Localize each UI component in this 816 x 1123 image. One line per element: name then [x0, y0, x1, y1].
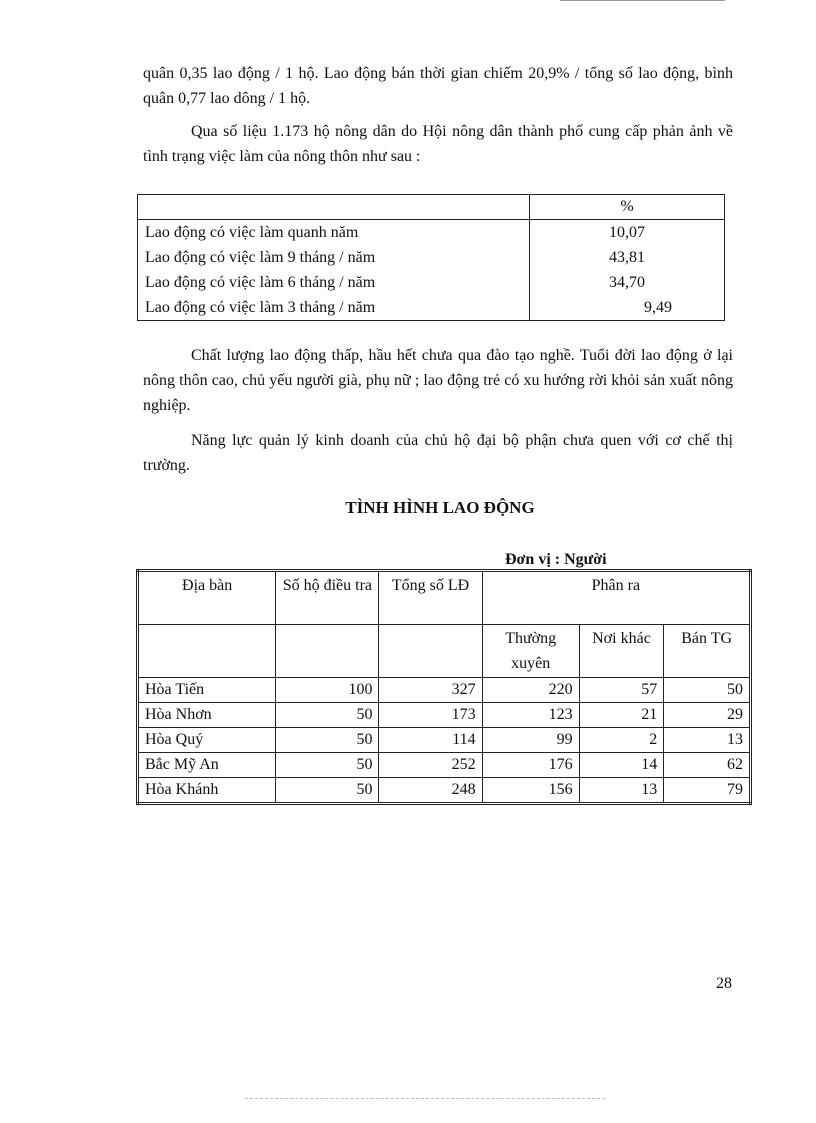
employment-percent-table	[137, 194, 725, 321]
table-header-row	[138, 571, 751, 625]
households-cell: 50	[276, 703, 379, 728]
paragraph-labour-stats: quân 0,35 lao động / 1 hộ. Lao động bán thời gian chiếm 20,9% / tổng số lao động, bình quân 0,77 lao dông / 1 hộ.	[143, 65, 733, 107]
part-time-cell: 62	[664, 753, 751, 778]
area-cell: Hòa Khánh	[138, 778, 276, 804]
table-row	[138, 295, 725, 321]
part-time-cell: 29	[664, 703, 751, 728]
paragraph-labour-quality: Chất lượng lao động thấp, hầu hết chưa qua đào tạo nghề. Tuổi đời lao động ở lại nông thôn cao, chủ yếu người già, phụ nữ ; lao động trẻ có xu hướng rời khỏi sản xuất nông nghiệp.	[143, 347, 733, 414]
total-labour-header: Tổng số LĐ	[379, 571, 482, 625]
table-row	[138, 220, 725, 246]
households-header: Số hộ điều tra	[276, 571, 379, 625]
table-row	[138, 728, 751, 753]
page-number: 28	[716, 975, 732, 992]
regular-cell: 156	[482, 778, 579, 804]
table-row	[138, 778, 751, 804]
paragraph-management-capacity: Năng lực quản lý kinh doanh của chủ hộ đại bộ phận chưa quen với cơ chế thị trường.	[143, 432, 733, 474]
total-cell: 114	[379, 728, 482, 753]
empty-header-cell	[138, 195, 530, 220]
elsewhere-cell: 14	[579, 753, 664, 778]
part-time-cell: 79	[664, 778, 751, 804]
regular-cell: 123	[482, 703, 579, 728]
regular-cell: 99	[482, 728, 579, 753]
bottom-scan-marks	[245, 1098, 605, 1099]
total-cell: 248	[379, 778, 482, 804]
part-time-header: Bán TG	[664, 625, 751, 678]
elsewhere-cell: 21	[579, 703, 664, 728]
empty-subheader-cell	[138, 625, 276, 678]
regular-cell: 176	[482, 753, 579, 778]
elsewhere-header: Nơi khác	[579, 625, 664, 678]
row-value: 34,70	[530, 270, 725, 295]
households-cell: 100	[276, 678, 379, 703]
area-cell: Bắc Mỹ An	[138, 753, 276, 778]
unit-label: Đơn vị : Người	[505, 551, 607, 568]
table-row	[138, 753, 751, 778]
table-header-row	[138, 195, 725, 220]
area-cell: Hòa Nhơn	[138, 703, 276, 728]
regular-cell: 220	[482, 678, 579, 703]
row-value: 10,07	[530, 220, 725, 246]
empty-subheader-cell	[379, 625, 482, 678]
area-cell: Hòa Quý	[138, 728, 276, 753]
part-time-cell: 50	[664, 678, 751, 703]
part-time-cell: 13	[664, 728, 751, 753]
elsewhere-cell: 57	[579, 678, 664, 703]
total-cell: 173	[379, 703, 482, 728]
table-row	[138, 703, 751, 728]
households-cell: 50	[276, 778, 379, 804]
row-label: Lao động có việc làm 3 tháng / năm	[138, 295, 530, 321]
table-row	[138, 245, 725, 270]
regular-header: Thường xuyên	[482, 625, 579, 678]
total-cell: 327	[379, 678, 482, 703]
top-scan-rule	[560, 0, 725, 1]
breakdown-header: Phân ra	[482, 571, 750, 625]
table-row	[138, 678, 751, 703]
labour-situation-table	[136, 569, 752, 805]
area-header: Địa bàn	[138, 571, 276, 625]
row-label: Lao động có việc làm 9 tháng / năm	[138, 245, 530, 270]
area-cell: Hòa Tiến	[138, 678, 276, 703]
elsewhere-cell: 13	[579, 778, 664, 804]
row-label: Lao động có việc làm 6 tháng / năm	[138, 270, 530, 295]
households-cell: 50	[276, 753, 379, 778]
paragraph-survey-intro: Qua số liệu 1.173 hộ nông dân do Hội nông dân thành phố cung cấp phản ảnh về tình trạng việc làm của nông thôn như sau :	[143, 123, 733, 165]
table-subheader-row	[138, 625, 751, 678]
row-value: 43,81	[530, 245, 725, 270]
table-row	[138, 270, 725, 295]
households-cell: 50	[276, 728, 379, 753]
section-title: TÌNH HÌNH LAO ĐỘNG	[345, 498, 535, 517]
row-label: Lao động có việc làm quanh năm	[138, 220, 530, 246]
empty-subheader-cell	[276, 625, 379, 678]
percent-header: %	[530, 195, 725, 220]
total-cell: 252	[379, 753, 482, 778]
row-value: 9,49	[530, 295, 725, 321]
elsewhere-cell: 2	[579, 728, 664, 753]
